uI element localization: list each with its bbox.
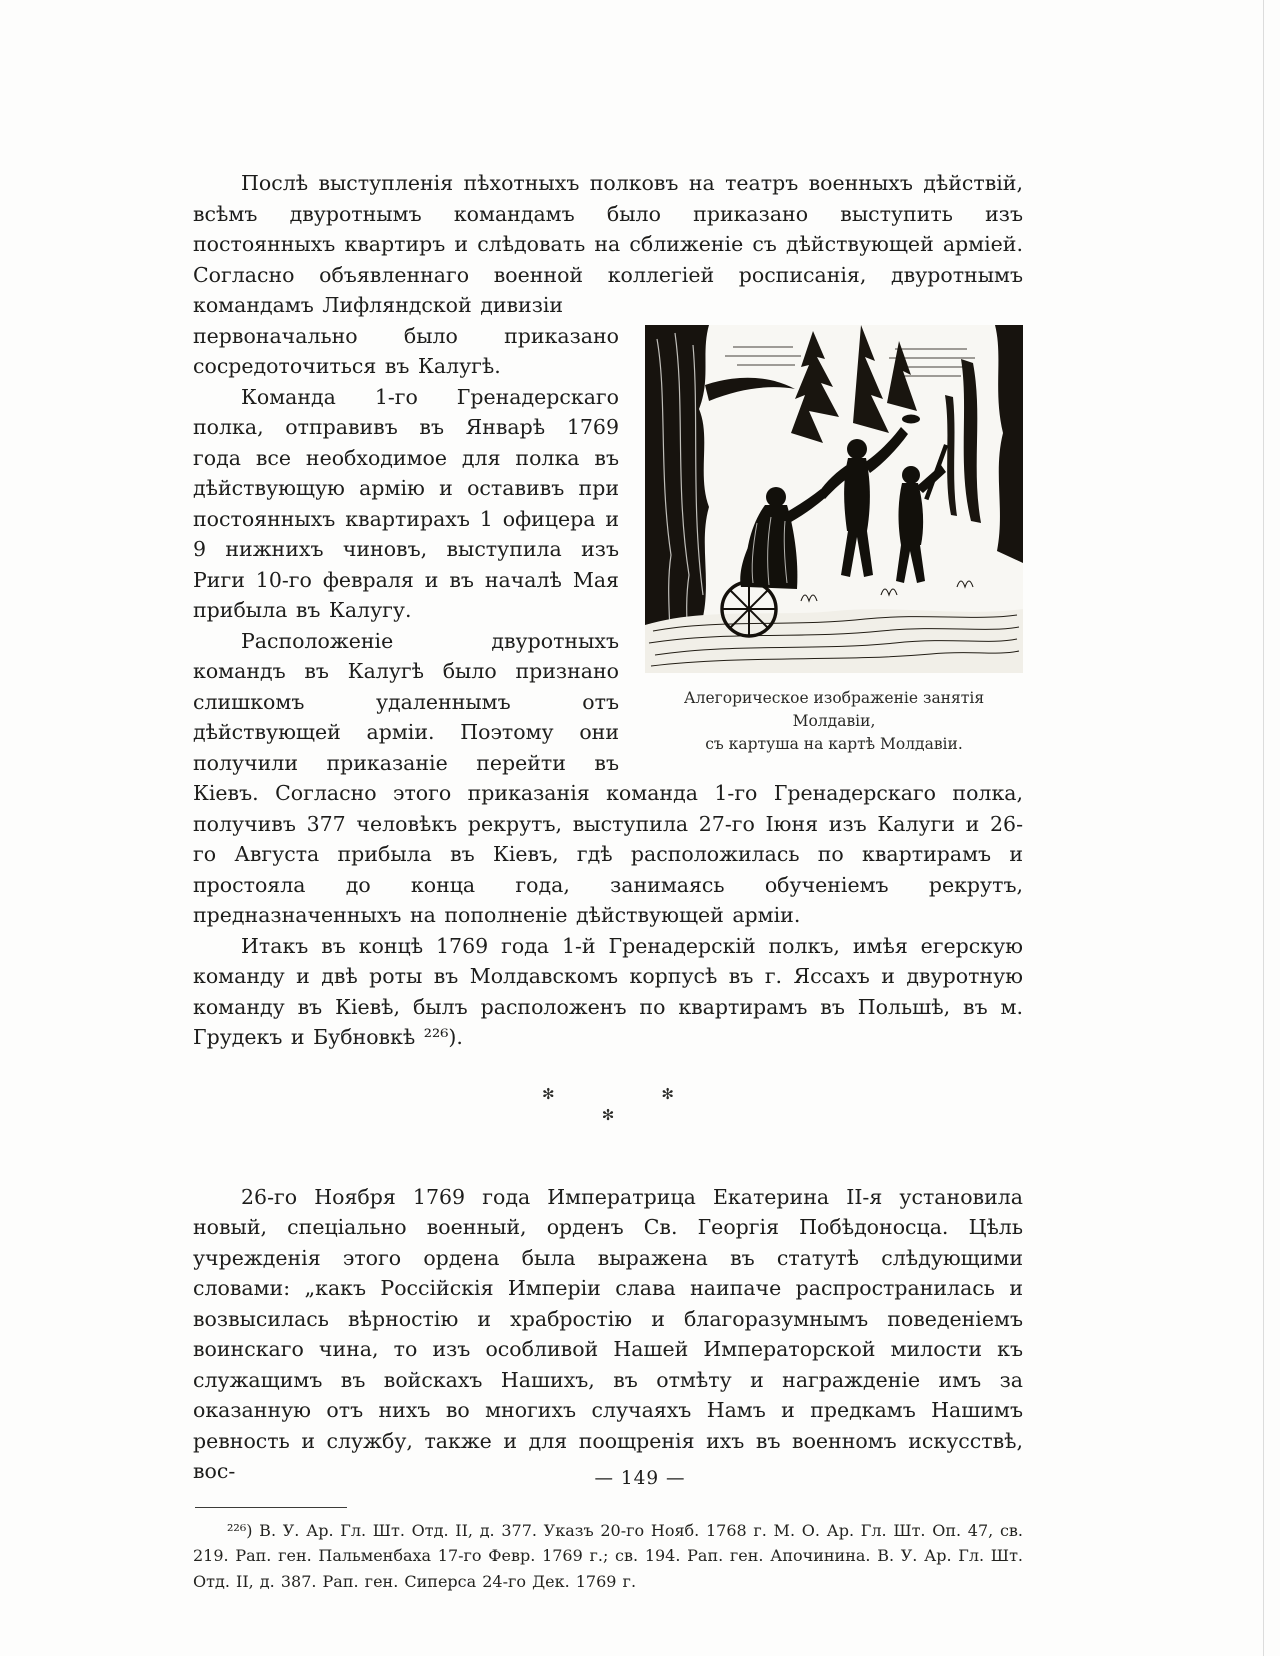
paragraph-2: Команда 1-го Гренадерскаго полка, отправивъ въ Январѣ 1769 года все необходимое для полка въ дѣйствующую армію и оставивъ при постоянныхъ квартирахъ 1 офицера и 9 нижнихъ чиновъ, выступила изъ Риги 10-го февраля и въ началѣ Мая прибыла въ Калугу. [193, 384, 619, 622]
asterisk-icon: ✻ [661, 1084, 674, 1103]
asterisk-icon: ✻ [601, 1105, 615, 1124]
paragraph-1-continuation: первоначально было приказано сосредоточиться въ Калугѣ. [193, 323, 619, 378]
figure-caption [645, 687, 1023, 756]
scan-edge-shadow [1263, 0, 1265, 1656]
asterisk-icon: ✻ [542, 1084, 555, 1103]
paragraph-3: Расположеніе двуротныхъ командъ въ Калугѣ было признано слишкомъ удаленнымъ отъ дѣйствующей арміи. Поэтому они получили приказаніе перейти въ Кіевъ. Согласно этого приказанія команда 1-го Гренадерскаго полка, получивъ 377 человѣкъ рекрутъ, выступила 27-го Іюня изъ Калуги и 26-го Августа прибыла въ Кіевъ, гдѣ расположилась по квартирамъ и простояла до конца года, занимаясь обученіемъ рекрутъ, предназначенныхъ на пополненіе дѣйствующей арміи. [193, 628, 1023, 927]
engraving-image [645, 325, 1023, 673]
paragraph-1: Послѣ выступленія пѣхотныхъ полковъ на театръ военныхъ дѣйствій, всѣмъ двуротнымъ командамъ было приказано выступить изъ постоянныхъ квартиръ и слѣдовать на сближеніе съ дѣйствующей арміей. Согласно объявленнаго военной коллегіей росписанія, двуротнымъ командамъ Лифляндской дивизіи [193, 171, 1023, 317]
figure-caption-line-2: съ картуша на картѣ Молдавіи. [705, 734, 963, 753]
page-number: — 149 — [594, 1468, 686, 1489]
page-text-block [193, 168, 1023, 1594]
paragraph-4: Итакъ въ концѣ 1769 года 1-й Гренадерскій полкъ, имѣя егерскую команду и двѣ роты въ Молдавскомъ корпусѣ въ г. Яссахъ и двуротную команду въ Кіевѣ, былъ расположенъ по квартирамъ въ Польшѣ, въ м. Грудекъ и Бубновкѣ ²²⁶). [193, 933, 1023, 1049]
figure-caption-line-1: Алегорическое изображеніе занятія Молдавіи, [683, 688, 985, 730]
illustration-figure [645, 325, 1023, 756]
section-divider [538, 1085, 678, 1124]
paragraph-5: 26-го Ноября 1769 года Императрица Екатерина II-я установила новый, спеціально военный, орденъ Св. Георгія Побѣдоносца. Цѣль учрежденія этого ордена была выражена въ статутѣ слѣдующими словами: „какъ Россійскія Имперіи слава наипаче распространилась и возвысилась вѣрностію и храбростію и благоразумнымъ поведеніемъ воинскаго чина, то изъ особливой Нашей Императорской милости къ служащимъ въ войскахъ Нашихъ, въ отмѣту и награжденіе имъ за оказанную отъ нихъ во многихъ случаяхъ Намъ и предкамъ Нашимъ ревность и службу, также и для поощренія ихъ въ военномъ искусствѣ, вос- [193, 1184, 1023, 1483]
footnote-text: ²²⁶) В. У. Ар. Гл. Шт. Отд. II, д. 377. Указъ 20-го Нояб. 1768 г. М. О. Ар. Гл. Шт. Оп. 47, св. 219. Рап. ген. Пальменбаха 17-го Февр. 1769 г.; св. 194. Рап. ген. Апочинина. В. У. Ар. Гл. Шт. Отд. II, д. 387. Рап. ген. Сиперса 24-го Дек. 1769 г. [193, 1520, 1023, 1591]
footnote-separator [195, 1507, 347, 1508]
